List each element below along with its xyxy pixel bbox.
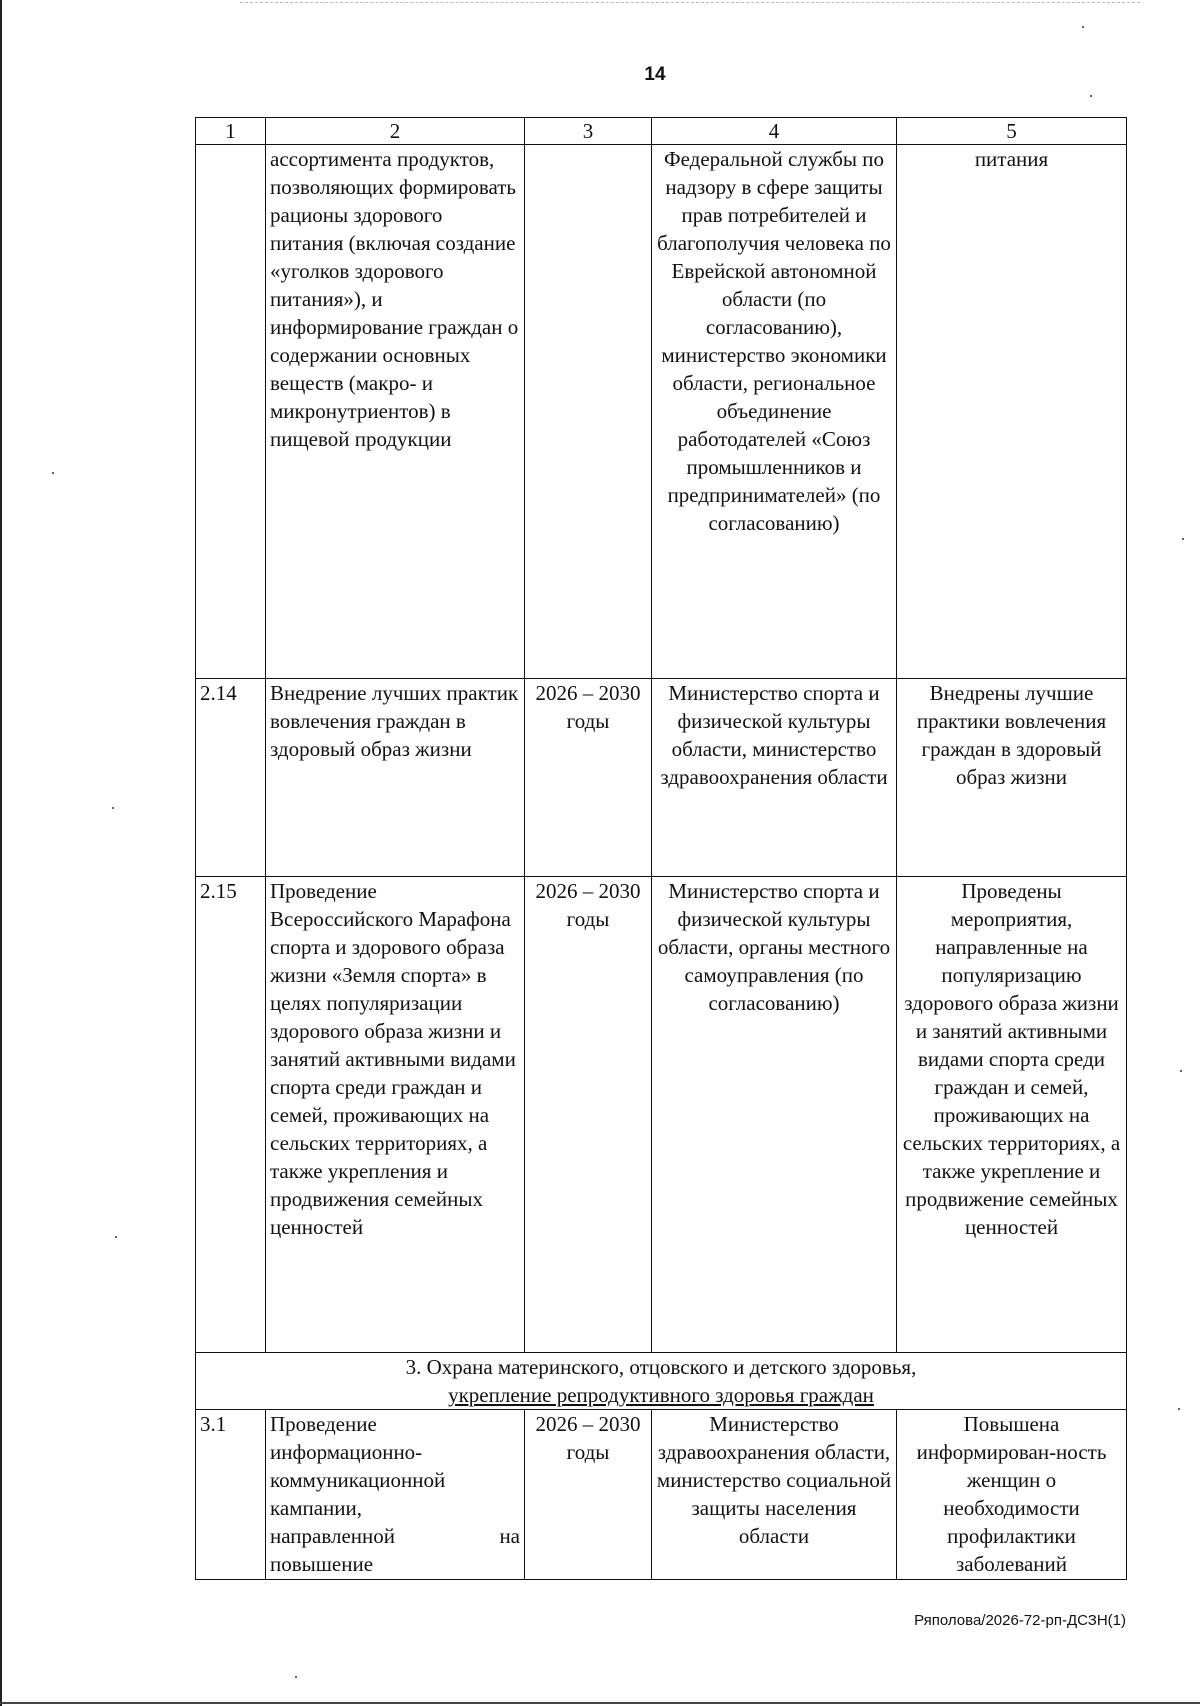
section-heading-line-1: 3. Охрана материнского, отцовского и детского здоровья,	[405, 1355, 917, 1379]
scan-speck	[52, 472, 54, 474]
event-line-justified	[270, 1522, 520, 1550]
scan-bottom-border	[0, 1702, 1200, 1704]
event-line: коммуникационной	[270, 1468, 446, 1492]
header-col-2: 2	[266, 118, 525, 145]
scan-speck	[112, 807, 114, 809]
table-row-3-1	[196, 1410, 1127, 1580]
result-text: Повышена информирован-ность женщин о необходимости профилактики заболеваний	[897, 1410, 1127, 1580]
table-row-2-15	[196, 877, 1127, 1353]
section-heading-line-2: укрепление репродуктивного здоровья граждан	[448, 1383, 874, 1407]
scan-speck	[1182, 538, 1184, 540]
header-col-4: 4	[652, 118, 897, 145]
event-text: ассортимента продуктов, позволяющих формировать рационы здорового питания (включая создание «уголков здорового питания»), и информирование граждан о содержании основных веществ (макро- и микронутриентов) в пищевой продукции	[266, 145, 525, 679]
row-number: 2.14	[196, 679, 266, 877]
event-line: Проведение	[270, 1412, 377, 1436]
header-col-1: 1	[196, 118, 266, 145]
result-text: питания	[897, 145, 1127, 679]
table-header-row	[196, 118, 1127, 145]
section-heading	[196, 1353, 1127, 1410]
scan-left-border	[0, 0, 2, 1706]
plan-table	[195, 117, 1127, 1580]
document-code: Ряполова/2026-72-рп-ДСЗН(1)	[914, 1612, 1126, 1629]
event-text: Внедрение лучших практик вовлечения граждан в здоровый образ жизни	[266, 679, 525, 877]
scan-speck	[115, 1236, 117, 1238]
scan-top-edge	[240, 2, 1140, 5]
executors-text: Министерство здравоохранения области, министерство социальной защиты населения области	[652, 1410, 897, 1580]
row-number	[196, 145, 266, 679]
scan-speck	[1090, 95, 1092, 97]
result-text: Проведены мероприятия, направленные на популяризацию здорового образа жизни и занятий активными видами спорта среди граждан и семей, проживающих на сельских территориях, а также укрепление и продвижение семейных ценностей	[897, 877, 1127, 1353]
event-line: повышение	[270, 1552, 374, 1576]
row-number: 2.15	[196, 877, 266, 1353]
event-text: Проведение Всероссийского Марафона спорта и здорового образа жизни «Земля спорта» в целях популяризации здорового образа жизни и занятий активными видами спорта среди граждан и семей, проживающих на сельских территориях, а также укрепления и продвижения семейных ценностей	[266, 877, 525, 1353]
table-row-2-14	[196, 679, 1127, 877]
term-text: 2026 – 2030 годы	[525, 1410, 652, 1580]
scan-speck	[295, 1676, 297, 1678]
term-text: 2026 – 2030 годы	[525, 877, 652, 1353]
table-row-continuation	[196, 145, 1127, 679]
scan-speck	[1178, 1408, 1180, 1410]
event-text	[266, 1410, 525, 1580]
event-word: на	[499, 1524, 520, 1548]
row-number: 3.1	[196, 1410, 266, 1580]
event-line: кампании,	[270, 1496, 363, 1520]
executors-text: Министерство спорта и физической культуры области, министерство здравоохранения области	[652, 679, 897, 877]
term-text: 2026 – 2030 годы	[525, 679, 652, 877]
page-number: 14	[644, 64, 666, 85]
scan-speck	[1180, 1070, 1182, 1072]
event-line: информационно-	[270, 1440, 423, 1464]
executors-text: Федеральной службы по надзору в сфере защиты прав потребителей и благополучия человека по Еврейской автономной области (по согласованию), министерство экономики области, региональное объединение работодателей «Союз промышленников и предпринимателей» (по согласованию)	[652, 145, 897, 679]
scan-speck	[1082, 26, 1084, 28]
term-text	[525, 145, 652, 679]
event-word: направленной	[270, 1524, 395, 1548]
header-col-5: 5	[897, 118, 1127, 145]
executors-text: Министерство спорта и физической культуры области, органы местного самоуправления (по согласованию)	[652, 877, 897, 1353]
header-col-3: 3	[525, 118, 652, 145]
result-text: Внедрены лучшие практики вовлечения граждан в здоровый образ жизни	[897, 679, 1127, 877]
section-heading-row	[196, 1353, 1127, 1410]
